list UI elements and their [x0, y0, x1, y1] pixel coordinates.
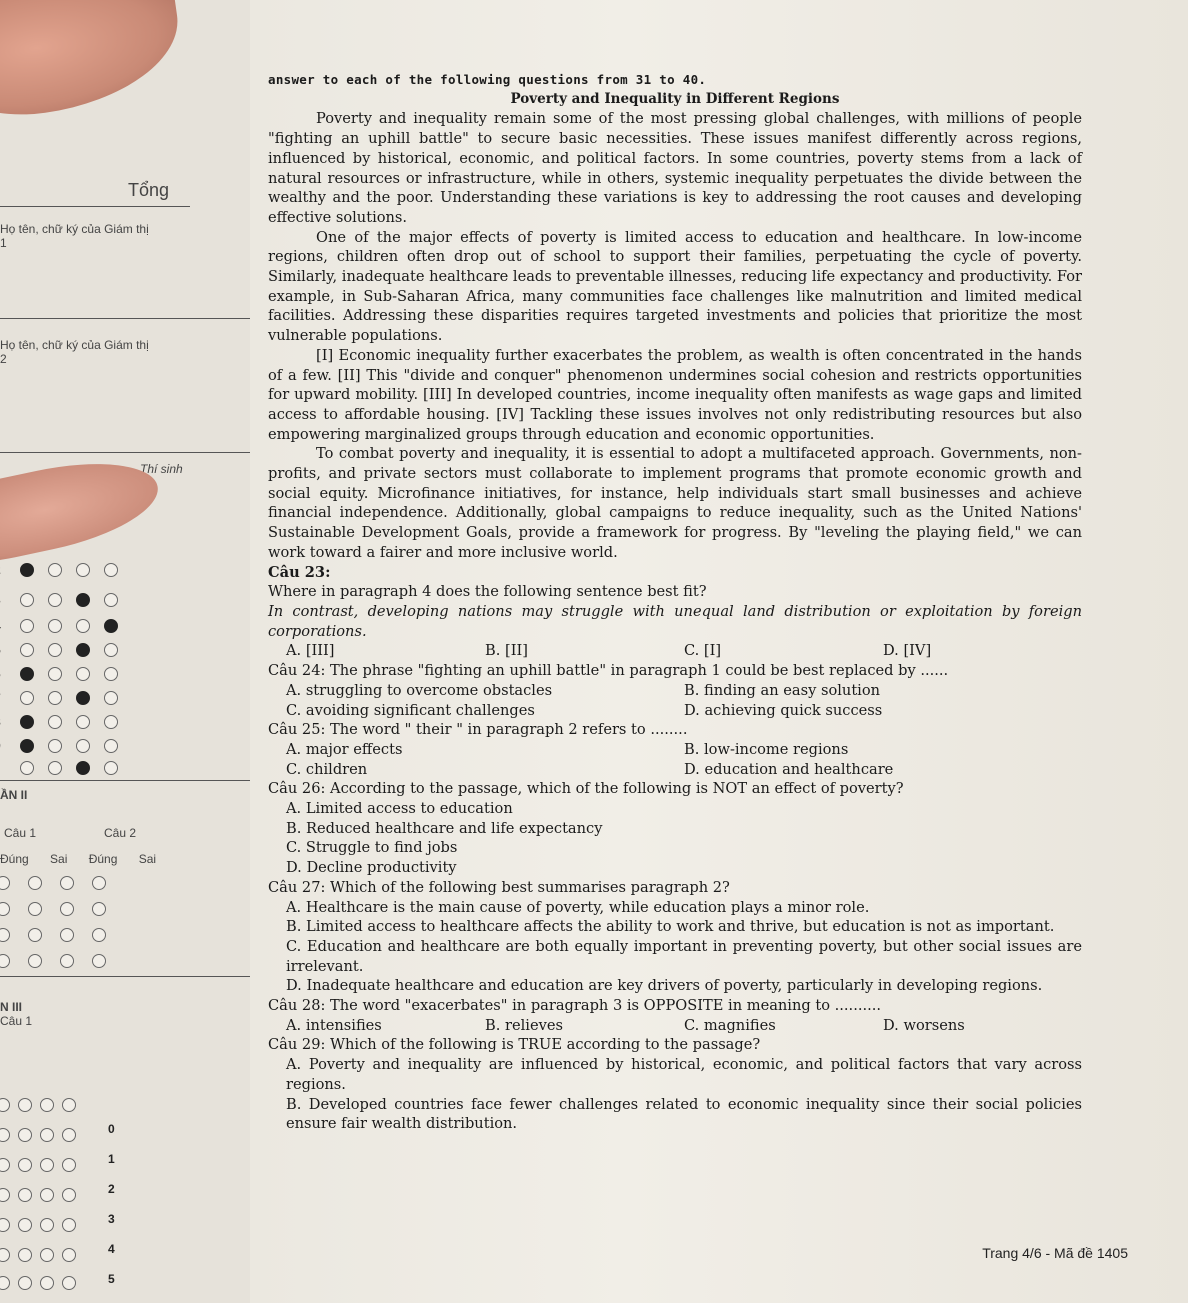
bubble[interactable]: [62, 1128, 76, 1142]
option-b[interactable]: B. relieves: [485, 1016, 563, 1034]
passage-title: Poverty and Inequality in Different Regions: [510, 90, 840, 107]
option-b[interactable]: B. Limited access to healthcare affects the ability to work and thrive, but education is not as important.: [286, 918, 1055, 936]
bubble[interactable]: [40, 1248, 54, 1262]
bubble[interactable]: [28, 902, 42, 916]
bubble[interactable]: [18, 1218, 32, 1232]
bubble[interactable]: [104, 563, 118, 577]
bubble[interactable]: [28, 876, 42, 890]
bubble[interactable]: [20, 715, 34, 729]
bubble[interactable]: [0, 1098, 10, 1112]
option-c[interactable]: C. children: [286, 760, 368, 778]
option-b[interactable]: B. finding an easy solution: [684, 681, 881, 699]
option-c[interactable]: C. magnifies: [684, 1016, 776, 1034]
exam-page: [250, 0, 1188, 1303]
option-d[interactable]: D. Decline productivity: [286, 859, 457, 877]
bubble[interactable]: [48, 619, 62, 633]
cau-1-label: Câu 1: [4, 826, 37, 840]
bubble[interactable]: [28, 928, 42, 942]
bubble[interactable]: [40, 1128, 54, 1142]
bubble[interactable]: [40, 1158, 54, 1172]
bubble-row: [0, 558, 118, 582]
option-d[interactable]: D. education and healthcare: [684, 760, 894, 778]
row-number: [0, 667, 6, 681]
digit-label: 1: [108, 1152, 115, 1166]
bubble[interactable]: [104, 715, 118, 729]
bubble[interactable]: [40, 1098, 54, 1112]
tf-row: [0, 898, 106, 920]
bubble[interactable]: [92, 876, 106, 890]
digit-row: [0, 1214, 76, 1236]
row-number: [0, 691, 6, 705]
answer-sheet: [0, 0, 250, 1303]
tf-row: [0, 872, 106, 894]
bubble[interactable]: [20, 739, 34, 753]
bubble[interactable]: [20, 667, 34, 681]
bubble[interactable]: [104, 643, 118, 657]
sheet-divider: [0, 780, 250, 781]
question-28-options: [268, 1016, 1082, 1036]
paragraph-2: One of the major effects of poverty is limited access to education and healthcare. In low-income regions, children often drop out of school to support their families, perpetuating the cycle of poverty. Similarly, inadequate healthcare leads to preventable illnesses, reducing life expectancy and productivity. For example, in Sub-Saharan Africa, many communities face challenges like malnutrition and limited medical facilities. Addressing these disparities requires targeted investments and policies that prioritize the most vulnerable populations.: [268, 228, 1082, 345]
instruction: answer to each of the following questions from 31 to 40.: [268, 72, 707, 87]
sheet-divider: [0, 976, 250, 977]
bubble[interactable]: [18, 1128, 32, 1142]
cau-3-label: Câu 1: [0, 1014, 33, 1028]
bubble[interactable]: [60, 902, 74, 916]
bubble[interactable]: [40, 1276, 54, 1290]
question-26-stem: Câu 26: According to the passage, which of the following is NOT an effect of poverty?: [268, 780, 904, 798]
bubble[interactable]: [48, 593, 62, 607]
bubble[interactable]: [60, 954, 74, 968]
bubble[interactable]: [62, 1276, 76, 1290]
digit-label: 3: [108, 1212, 115, 1226]
row-number: [0, 593, 6, 607]
bubble[interactable]: [0, 876, 10, 890]
option-d[interactable]: D. worsens: [883, 1016, 965, 1034]
sheet-label-2: Họ tên, chữ ký của Giám thị 2: [0, 338, 149, 366]
bubble-row: [0, 614, 118, 638]
bubble[interactable]: [104, 667, 118, 681]
option-b[interactable]: B. Reduced healthcare and life expectancy: [286, 819, 603, 837]
bubble[interactable]: [92, 954, 106, 968]
bubble[interactable]: [20, 643, 34, 657]
bubble[interactable]: [0, 1276, 10, 1290]
option-a[interactable]: A. Limited access to education: [286, 800, 513, 818]
digit-row: [0, 1184, 76, 1206]
row-number: [0, 643, 6, 657]
bubble-row: [0, 638, 118, 662]
question-24-stem: Câu 24: The phrase "fighting an uphill battle" in paragraph 1 could be best replaced by ......: [268, 662, 949, 680]
bubble[interactable]: [60, 928, 74, 942]
tf-row: [0, 950, 106, 972]
bubble-row: [0, 734, 118, 758]
bubble[interactable]: [0, 1188, 10, 1202]
bubble[interactable]: [92, 928, 106, 942]
question-28-stem: Câu 28: The word "exacerbates" in paragraph 3 is OPPOSITE in meaning to ..........: [268, 997, 882, 1015]
bubble[interactable]: [76, 619, 90, 633]
bubble[interactable]: [20, 761, 34, 775]
bubble-row: [0, 710, 118, 734]
bubble[interactable]: [48, 739, 62, 753]
question-23-options: [268, 641, 1082, 661]
option-d[interactable]: D. achieving quick success: [684, 701, 883, 719]
row-number: [0, 563, 6, 577]
digit-row: [0, 1244, 76, 1266]
question-25-stem: Câu 25: The word " their " in paragraph 2 refers to ........: [268, 721, 688, 739]
row-number: [0, 739, 6, 753]
digit-label: 0: [108, 1122, 115, 1136]
bubble[interactable]: [48, 563, 62, 577]
bubble[interactable]: [76, 715, 90, 729]
option-a[interactable]: A. [III]: [286, 642, 335, 660]
row-number: [0, 715, 6, 729]
bubble[interactable]: [20, 563, 34, 577]
bubble-row: [0, 756, 118, 780]
bubble[interactable]: [48, 667, 62, 681]
part-3-label: N III: [0, 1000, 23, 1014]
option-c[interactable]: C. Struggle to find jobs: [286, 839, 458, 857]
bubble[interactable]: [76, 563, 90, 577]
bubble[interactable]: [104, 739, 118, 753]
option-a[interactable]: A. Poverty and inequality are influenced by historical, economic, and political factors that vary across regions.: [286, 1056, 1082, 1093]
bubble[interactable]: [18, 1248, 32, 1262]
sheet-label-3: Thí sinh: [140, 462, 183, 476]
bubble[interactable]: [104, 691, 118, 705]
paragraph-3: [I] Economic inequality further exacerbates the problem, as wealth is often concentrated in the hands of a few. [II] This "divide and conquer" phenomenon undermines social cohesion and restricts opportunities for upward mobility. [III] In developed countries, income inequality often manifests as wage gaps and limited access to affordable housing. [IV] Tackling these issues involves not only redistributing resources but also empowering marginalized groups through education and economic opportunities.: [268, 346, 1082, 443]
bubble-row: [0, 588, 118, 612]
option-d[interactable]: D. [IV]: [883, 642, 932, 660]
option-b[interactable]: B. Developed countries face fewer challenges related to economic inequality since their social policies ensure fair wealth distribution.: [286, 1095, 1082, 1133]
option-b[interactable]: B. [II]: [485, 642, 528, 660]
page-footer: Trang 4/6 - Mã đề 1405: [982, 1245, 1128, 1261]
paragraph-1: Poverty and inequality remain some of the most pressing global challenges, with millions of people "fighting an uphill battle" to secure basic necessities. These issues manifest differently across regions, influenced by historical, economic, and political factors. In some countries, poverty stems from a lack of natural resources or infrastructure, while in others, systemic inequality perpetuates the divide between the wealthy and the poor. Understanding these variations is key to addressing the root causes and developing effective solutions.: [268, 110, 1082, 226]
finger: [0, 0, 188, 126]
bubble[interactable]: [76, 593, 90, 607]
bubble[interactable]: [48, 715, 62, 729]
bubble[interactable]: [28, 954, 42, 968]
option-c[interactable]: C. [I]: [684, 642, 722, 660]
digit-label: 4: [108, 1242, 115, 1256]
option-a[interactable]: A. struggling to overcome obstacles: [286, 681, 553, 699]
tf-row: [0, 924, 106, 946]
digit-row: [0, 1272, 76, 1294]
bubble[interactable]: [62, 1098, 76, 1112]
bubble[interactable]: [0, 1158, 10, 1172]
bubble[interactable]: [92, 902, 106, 916]
question-29-stem: Câu 29: Which of the following is TRUE according to the passage?: [268, 1036, 761, 1054]
option-c[interactable]: C. Education and healthcare are both equally important in preventing poverty, but other social issues are irrelevant.: [286, 937, 1082, 975]
digit-row: [0, 1124, 76, 1146]
question-24-options: [268, 681, 1082, 720]
bubble[interactable]: [0, 1218, 10, 1232]
question-23-label: Câu 23:: [268, 563, 331, 581]
bubble[interactable]: [76, 667, 90, 681]
sheet-divider: [0, 452, 250, 453]
bubble[interactable]: [48, 691, 62, 705]
digit-row: [0, 1154, 76, 1176]
bubble[interactable]: [18, 1098, 32, 1112]
digit-label: 5: [108, 1272, 115, 1286]
bubble[interactable]: [62, 1158, 76, 1172]
bubble[interactable]: [48, 761, 62, 775]
cau-2-label: Câu 2: [104, 826, 137, 840]
bubble[interactable]: [60, 876, 74, 890]
bubble[interactable]: [0, 1248, 10, 1262]
option-a[interactable]: A. major effects: [286, 740, 403, 758]
paragraph-4: To combat poverty and inequality, it is essential to adopt a multifaceted approach. Governments, non-profits, and private sectors must collaborate to implement programs that promote economic growth and social equity. Microfinance initiatives, for instance, help individuals start small businesses and achieve financial independence. Additionally, global campaigns to reduce inequality, such as the United Nations' Sustainable Development Goals, provide a framework for progress. By "leveling the playing field," we can work toward a fairer and more inclusive world.: [268, 445, 1082, 561]
bubble[interactable]: [76, 761, 90, 775]
question-23-sentence: In contrast, developing nations may struggle with unequal land distribution or exploitation by foreign corporations.: [268, 602, 1082, 640]
option-b[interactable]: B. low-income regions: [684, 740, 849, 758]
true-false-header: Đúng Sai Đúng Sai: [0, 852, 157, 866]
bubble[interactable]: [0, 954, 10, 968]
bubble[interactable]: [104, 593, 118, 607]
bubble[interactable]: [62, 1188, 76, 1202]
question-23-stem: Where in paragraph 4 does the following sentence best fit?: [268, 583, 707, 601]
option-a[interactable]: A. Healthcare is the main cause of poverty, while education plays a minor role.: [286, 898, 870, 916]
part-2-label: ẦN II: [0, 788, 28, 802]
bubble[interactable]: [0, 928, 10, 942]
bubble[interactable]: [104, 761, 118, 775]
sheet-divider: [0, 318, 250, 319]
bubble[interactable]: [18, 1276, 32, 1290]
bubble[interactable]: [62, 1218, 76, 1232]
bubble[interactable]: [48, 643, 62, 657]
bubble[interactable]: [0, 1128, 10, 1142]
sheet-divider: [0, 206, 190, 207]
bubble[interactable]: [40, 1218, 54, 1232]
row-number: [0, 619, 6, 633]
bubble[interactable]: [20, 619, 34, 633]
bubble[interactable]: [76, 691, 90, 705]
bubble[interactable]: [76, 643, 90, 657]
bubble[interactable]: [18, 1158, 32, 1172]
exam-text: [268, 70, 1082, 1134]
bubble[interactable]: [62, 1248, 76, 1262]
bubble-row: [0, 662, 118, 686]
bubble[interactable]: [0, 902, 10, 916]
digit-label: 2: [108, 1182, 115, 1196]
bubble[interactable]: [20, 593, 34, 607]
option-d[interactable]: D. Inadequate healthcare and education are key drivers of poverty, particularly in developing regions.: [286, 977, 1043, 995]
digit-row: [0, 1094, 76, 1116]
sheet-label-1: Họ tên, chữ ký của Giám thị 1: [0, 222, 149, 250]
bubble-row: [0, 686, 118, 710]
bubble[interactable]: [76, 739, 90, 753]
bubble[interactable]: [18, 1188, 32, 1202]
bubble[interactable]: [104, 619, 118, 633]
question-27-stem: Câu 27: Which of the following best summarises paragraph 2?: [268, 878, 730, 896]
option-c[interactable]: C. avoiding significant challenges: [286, 701, 535, 719]
option-a[interactable]: A. intensifies: [286, 1016, 382, 1034]
bubble[interactable]: [20, 691, 34, 705]
question-25-options: [268, 740, 1082, 779]
bubble[interactable]: [40, 1188, 54, 1202]
sheet-tong: Tổng: [128, 180, 170, 200]
